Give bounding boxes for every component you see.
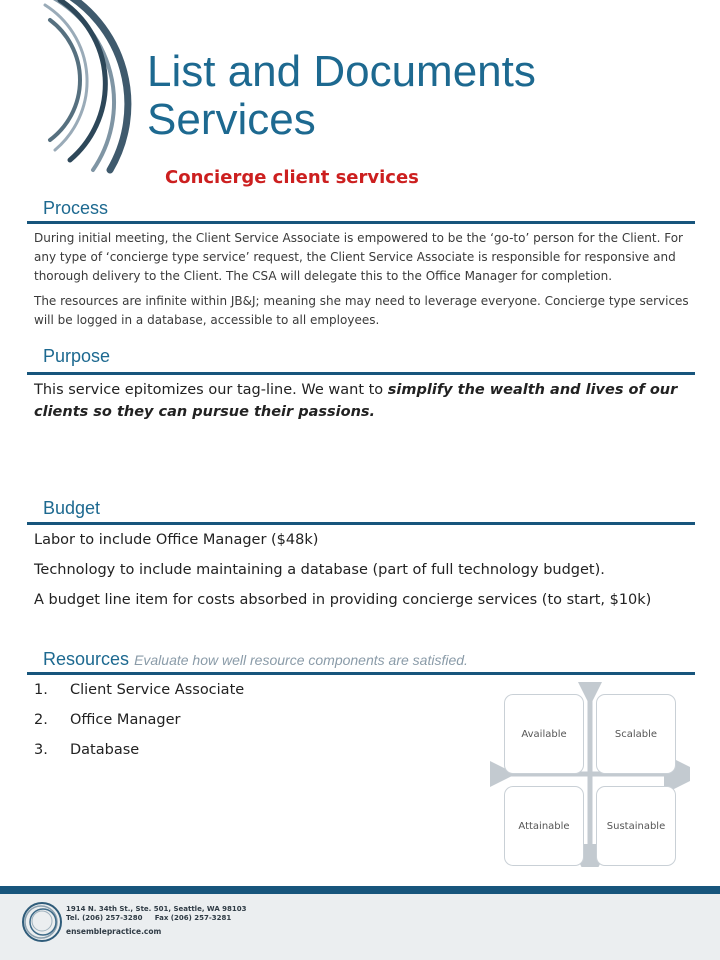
list-item-number: 2. (34, 712, 48, 728)
resources-heading-row (43, 649, 468, 670)
budget-divider (27, 522, 695, 525)
quadrant-available: Available (504, 694, 584, 774)
quadrant-attainable: Attainable (504, 786, 584, 866)
footer-bar (0, 886, 720, 894)
process-heading: Process (43, 198, 109, 218)
list-item (34, 739, 454, 769)
list-item (34, 679, 454, 709)
purpose-body (34, 379, 694, 423)
list-item (34, 709, 454, 739)
process-divider (27, 221, 695, 224)
budget-item: A budget line item for costs absorbed in providing concierge services (to start, $10k) (34, 592, 652, 608)
purpose-divider (27, 372, 695, 375)
footer-contact (66, 905, 247, 936)
resource-quadrant-diagram (490, 682, 690, 867)
footer-website[interactable]: ensemblepractice.com (66, 927, 162, 936)
footer-address: 1914 N. 34th St., Ste. 501, Seattle, WA 98103 (66, 905, 247, 913)
purpose-text: This service epitomizes our tag-line. We want to (34, 382, 388, 398)
quadrant-sustainable: Sustainable (596, 786, 676, 866)
list-item-number: 1. (34, 682, 48, 698)
resources-list (34, 679, 454, 769)
process-paragraph-2: The resources are infinite within JB&J; meaning she may need to leverage everyone. Concierge type services will be logged in a database, accessible to all employees. (34, 294, 689, 327)
resources-heading: Resources (43, 649, 130, 669)
budget-item: Labor to include Office Manager ($48k) (34, 532, 319, 548)
list-item-number: 3. (34, 742, 48, 758)
purpose-heading: Purpose (43, 346, 111, 366)
list-item-label: Client Service Associate (70, 682, 245, 698)
footer-phone: Tel. (206) 257-3280 Fax (206) 257-3281 (66, 914, 232, 922)
resources-divider (27, 672, 695, 675)
page-title: List and Documents Services (147, 47, 536, 144)
resources-list-wrap (34, 679, 454, 769)
budget-heading: Budget (43, 498, 101, 518)
quadrant-scalable: Scalable (596, 694, 676, 774)
logo-arcs-icon (0, 0, 140, 180)
process-paragraph-1: During initial meeting, the Client Service Associate is empowered to be the ‘go-to’ person for the Client. For any type of ‘concierge type service’ request, the Client Service Associate is responsible for responsive and thorough delivery to the Client. The CSA will delegate this to the Office Manager for completion. (34, 231, 683, 283)
budget-item: Technology to include maintaining a database (part of full technology budget). (34, 562, 605, 578)
budget-body (34, 529, 694, 619)
footer-logo-icon (20, 900, 64, 944)
list-item-label: Database (70, 742, 140, 758)
resources-note: Evaluate how well resource components are satisfied. (134, 652, 468, 668)
purpose-tagline: simplify the wealth and lives of our clients so they can pursue their passions. (34, 382, 678, 420)
footer (0, 886, 720, 960)
process-body (34, 229, 690, 336)
list-item-label: Office Manager (70, 712, 181, 728)
page-subtitle: Concierge client services (165, 167, 419, 188)
